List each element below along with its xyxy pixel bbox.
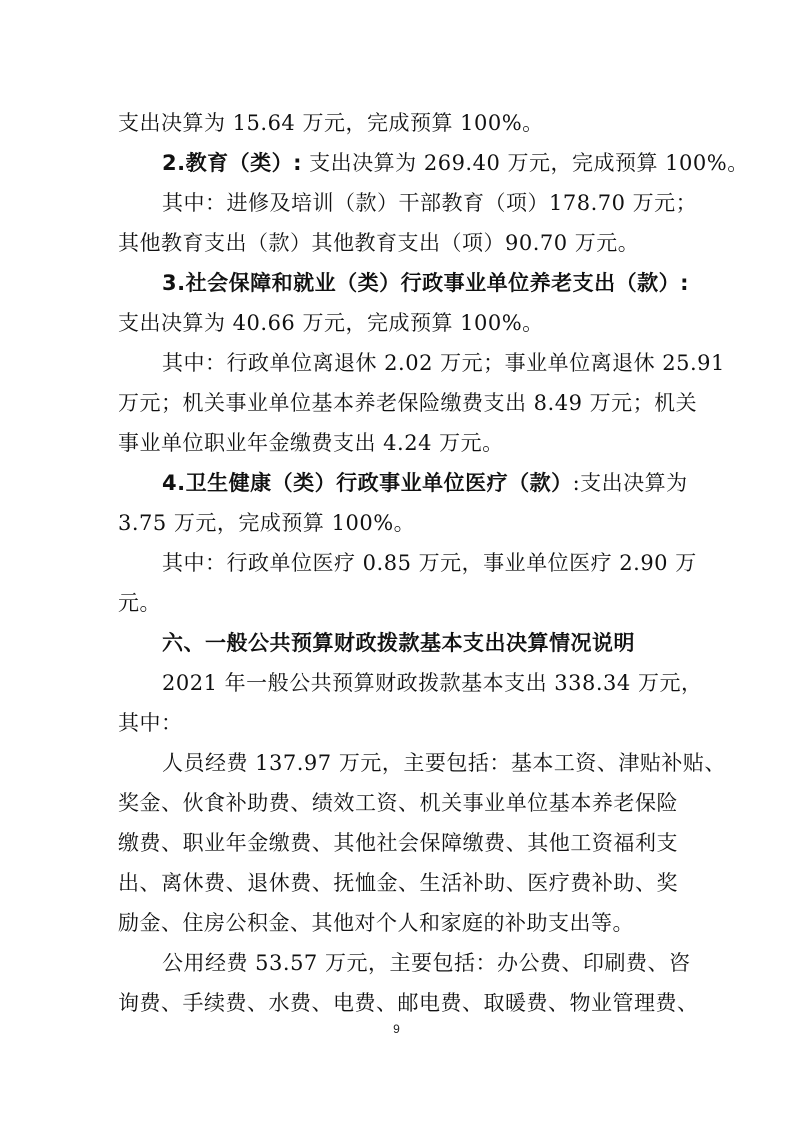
heading-text: 4.卫生健康（类）行政事业单位医疗（款） [162,471,573,495]
text-line [162,548,697,578]
text-line [162,468,688,498]
body-text: 询费、手续费、水费、电费、邮电费、取暖费、物业管理费、 [118,991,699,1015]
body-text: 公用经费 53.57 万元，主要包括：办公费、印刷费、咨 [162,951,691,975]
body-text: 缴费、职业年金缴费、其他社会保障缴费、其他工资福利支 [118,831,678,855]
body-text: 其中：行政单位离退休 2.02 万元；事业单位离退休 25.91 [162,351,725,375]
text-line [118,308,678,338]
heading-text: 3.社会保障和就业（类）行政事业单位养老支出（款）: [162,271,689,295]
text-line [162,948,691,978]
text-line [162,348,725,378]
text-line [118,108,678,138]
text-line [118,708,678,738]
body-text: 其他教育支出（款）其他教育支出（项）90.70 万元。 [118,231,640,255]
body-text: :支出决算为 [572,471,688,495]
text-line [162,748,726,778]
text-line [118,868,678,898]
text-line [162,268,689,298]
body-text: 3.75 万元，完成预算 100%。 [118,511,416,535]
body-text: 事业单位职业年金缴费支出 4.24 万元。 [118,431,504,455]
body-text: 励金、住房公积金、其他对个人和家庭的补助支出等。 [118,911,634,935]
heading-text: 2.教育（类）: [162,151,302,175]
body-text: 元。 [118,591,161,615]
text-line [118,388,698,418]
body-text: 人员经费 137.97 万元，主要包括：基本工资、津贴补贴、 [162,751,726,775]
text-line [118,788,678,818]
text-line [162,628,678,658]
body-text: 其中：进修及培训（款）干部教育（项）178.70 万元； [162,191,698,215]
text-line [162,148,749,178]
body-text: 出、离休费、退休费、抚恤金、生活补助、医疗费补助、奖 [118,871,678,895]
page-number: 9 [393,1022,400,1036]
body-text: 支出决算为 15.64 万元，完成预算 100%。 [118,111,544,135]
text-line [118,908,678,938]
text-line [118,428,678,458]
text-line [118,508,678,538]
heading-text: 六、一般公共预算财政拨款基本支出决算情况说明 [162,631,635,655]
text-line [162,668,703,698]
text-line [118,228,678,258]
text-line [118,828,678,858]
body-text: 支出决算为 269.40 万元，完成预算 100%。 [302,151,749,175]
body-text: 支出决算为 40.66 万元，完成预算 100%。 [118,311,544,335]
text-line [118,988,699,1018]
body-text: 万元；机关事业单位基本养老保险缴费支出 8.49 万元；机关 [118,391,698,415]
body-text: 其中：行政单位医疗 0.85 万元，事业单位医疗 2.90 万 [162,551,697,575]
text-line [118,588,678,618]
body-text: 奖金、伙食补助费、绩效工资、机关事业单位基本养老保险 [118,791,678,815]
body-text: 其中： [118,711,183,735]
body-text: 2021 年一般公共预算财政拨款基本支出 338.34 万元， [162,671,703,695]
text-line [162,188,698,218]
